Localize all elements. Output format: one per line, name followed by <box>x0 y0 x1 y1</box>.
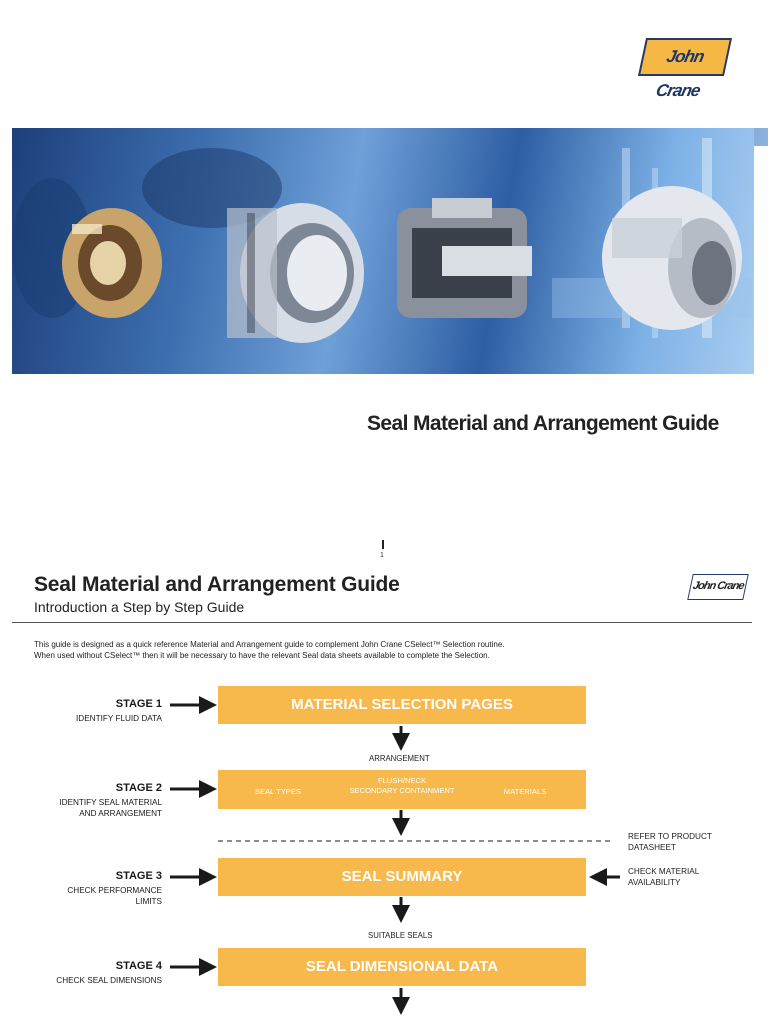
flush-neck-line2: SECONDARY CONTAINMENT <box>349 786 455 795</box>
stage1-label: STAGE 1 <box>115 698 162 710</box>
suitable-seals-note: SUITABLE SEALS <box>368 931 433 940</box>
page-number: 1 <box>380 552 384 559</box>
stage3-desc-line2: LIMITS <box>135 897 162 906</box>
john-crane-logo-small: John Crane <box>687 574 749 600</box>
arrangement-note: ARRANGEMENT <box>369 754 430 763</box>
cover-title: Seal Material and Arrangement Guide <box>367 412 719 435</box>
materials-label: MATERIALS <box>503 787 547 796</box>
intro-line-2: When used without CSelect™ then it will be necessary to have the relevant Seal data sheets available to complete the Selection. <box>34 650 490 660</box>
stage3-desc <box>12 885 162 907</box>
john-crane-logo: John Crane <box>638 38 732 76</box>
refer-line1: REFER TO PRODUCT <box>628 832 712 841</box>
seal-summary-box: SEAL SUMMARY <box>218 858 586 896</box>
check-material-note <box>628 867 699 888</box>
stage3-label: STAGE 3 <box>115 870 162 882</box>
flush-neck-line1: FLUSH/NECK <box>377 776 427 785</box>
stage2-label: STAGE 2 <box>115 782 162 794</box>
flush-neck-label <box>328 776 476 796</box>
refer-datasheet-note <box>628 832 712 853</box>
intro-line-1: This guide is designed as a quick reference Material and Arrangement guide to complement John Crane CSelect™ Selection routine. <box>34 640 505 649</box>
check-line1: CHECK MATERIAL <box>628 867 700 876</box>
check-line2: AVAILABILITY <box>628 877 681 887</box>
section-subtitle: Introduction a Step by Step Guide <box>34 599 245 615</box>
section-title: Seal Material and Arrangement Guide <box>34 573 400 596</box>
stage4-label: STAGE 4 <box>115 960 162 972</box>
stage4-desc: CHECK SEAL DIMENSIONS <box>56 976 162 985</box>
material-selection-box: MATERIAL SELECTION PAGES <box>218 686 586 724</box>
stage1-desc: IDENTIFY FLUID DATA <box>76 714 162 723</box>
stage2-desc <box>12 797 162 819</box>
refer-line2: DATASHEET <box>628 842 676 852</box>
stage2-desc-line2: AND ARRANGEMENT <box>79 809 162 818</box>
seal-dimensional-box: SEAL DIMENSIONAL DATA <box>218 948 586 986</box>
stage2-desc-line1: IDENTIFY SEAL MATERIAL <box>59 798 162 807</box>
arrangement-box <box>218 770 586 809</box>
stage3-desc-line1: CHECK PERFORMANCE <box>67 886 162 895</box>
seal-types-label: SEAL TYPES <box>254 787 301 796</box>
